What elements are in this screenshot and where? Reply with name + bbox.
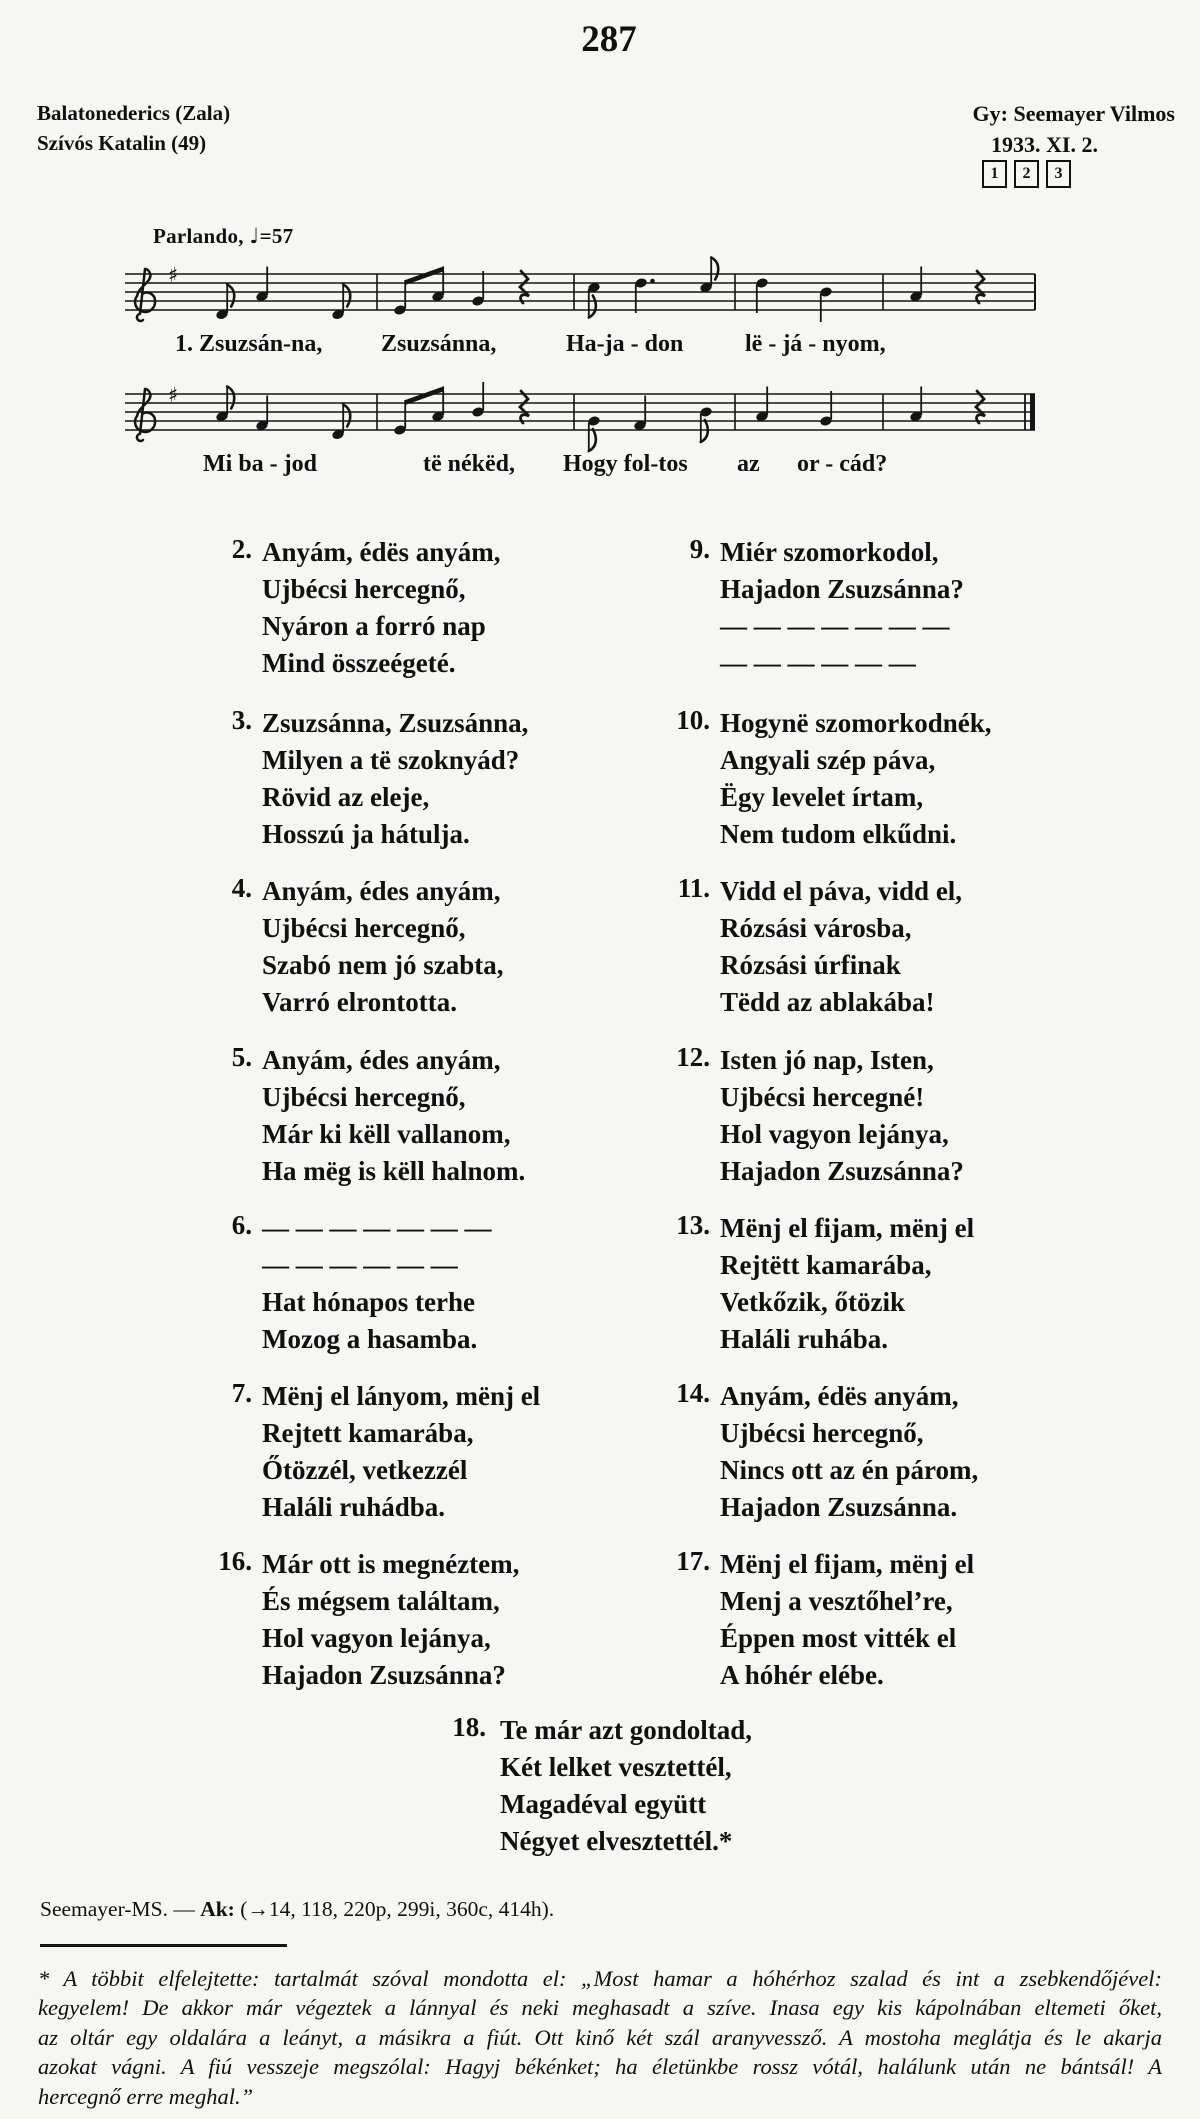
verse-line: — — — — — — <box>720 648 916 678</box>
source-archive-label: Ak: <box>200 1897 235 1921</box>
verse-line: Te már azt gondoltad, <box>500 1715 753 1745</box>
verse-line: Ha mëg is këll halnom. <box>262 1156 526 1186</box>
footnote-line: az oltár egy oldalára a leányt, a másikra a fiút. Ott kinő két szál aranyvessző. A mostoha meglátja és le akarja <box>38 2024 1162 2050</box>
verse-line: Nincs ott az én párom, <box>720 1455 979 1485</box>
verse-line: Nem tudom elkűdni. <box>720 819 957 849</box>
quarter-rest-icon <box>520 271 529 303</box>
verse-line: — — — — — — — <box>720 611 950 641</box>
verse-line: Hogynë szomorkodnék, <box>720 708 992 738</box>
verse-line: Varró elrontotta. <box>262 987 457 1017</box>
key-signature-sharp-icon: ♯ <box>168 383 179 407</box>
source-prefix: Seemayer-MS. — <box>40 1897 201 1921</box>
eighth-flag-icon <box>701 420 708 442</box>
verse-line: Vidd el páva, vidd el, <box>720 876 963 906</box>
tempo-word: Parlando, <box>153 224 250 248</box>
verse-number: 14. <box>676 1378 710 1408</box>
verse-number: 13. <box>676 1210 710 1240</box>
verse-number: 11. <box>677 873 710 903</box>
verse-line: Miér szomorkodol, <box>720 537 939 567</box>
verse-line: Ujbécsi hercegnő, <box>262 1082 466 1112</box>
verse-number: 7. <box>231 1378 252 1408</box>
class-box-2: 2 <box>1014 160 1039 188</box>
quarter-rest-icon <box>520 391 529 423</box>
verse-line: Haláli ruhába. <box>720 1324 889 1354</box>
verse-number: 9. <box>689 534 710 564</box>
beam <box>405 387 443 406</box>
verse-line: Anyám, édës anyám, <box>262 537 501 567</box>
verse-line: Rejtëtt kamarába, <box>720 1250 932 1280</box>
key-signature-sharp-icon: ♯ <box>168 263 179 287</box>
verse-line: Tëdd az ablakába! <box>720 987 935 1017</box>
verse-line: Rövid az eleje, <box>262 782 430 812</box>
verse-line: Anyám, édës anyám, <box>720 1381 959 1411</box>
verse-number: 12. <box>676 1042 710 1072</box>
verse-line: Hol vagyon lejánya, <box>262 1623 491 1653</box>
verse-line: Mënj el lányom, mënj el <box>262 1381 541 1411</box>
verse-line: Ujbécsi hercegnő, <box>262 574 466 604</box>
verse-line: Ujbécsi hercegné! <box>720 1082 925 1112</box>
footnote-line: azokat vágni. A fiú vesszeje megszólal: Hagyj békénket; ha életünkbe rossz vótál, halálunk után ne bántsál! A <box>38 2054 1162 2080</box>
eighth-flag-icon <box>589 296 596 318</box>
eighth-flag-icon <box>343 285 350 307</box>
verse-line: Hajadon Zsuzsánna? <box>720 574 964 604</box>
verse-line: A hóhér elébe. <box>720 1660 884 1690</box>
quarter-note-icon: ♩ <box>249 224 260 248</box>
verse-line: Már ki këll vallanom, <box>262 1119 511 1149</box>
verse-line: Mënj el fijam, mënj el <box>720 1549 975 1579</box>
verse-line: Négyet elvesztettél.* <box>500 1826 733 1856</box>
staff-1 <box>125 258 1035 323</box>
verse-number: 3. <box>231 705 252 735</box>
verse-line: Anyám, édes anyám, <box>262 876 501 906</box>
verse-line: Mënj el fijam, mënj el <box>720 1213 975 1243</box>
lyric-syllables: Hogy fol-tos <box>563 451 688 477</box>
verse-line: — — — — — — — <box>262 1213 492 1243</box>
verse-line: Haláli ruhádba. <box>262 1492 446 1522</box>
location-line: Balatonederics (Zala) <box>37 101 231 125</box>
verse-line: Mind összeégeté. <box>262 648 456 678</box>
footnote-line: hercegnő erre meghal.” <box>38 2083 254 2109</box>
verse-line: Ujbécsi hercegnő, <box>262 913 466 943</box>
verse-line: Ujbécsi hercegnő, <box>720 1418 924 1448</box>
treble-clef-icon <box>135 269 155 321</box>
verse-line: Rejtett kamarába, <box>262 1418 474 1448</box>
quarter-rest-icon <box>976 271 985 303</box>
verse-number: 5. <box>231 1042 252 1072</box>
verse-line: Milyen a të szoknyád? <box>262 745 520 775</box>
verse-line: Hajadon Zsuzsánna? <box>720 1156 964 1186</box>
verse-line: Hajadon Zsuzsánna? <box>262 1660 506 1690</box>
verse-line: Éppen most vitték el <box>720 1623 957 1653</box>
verse-line: — — — — — — <box>262 1250 458 1280</box>
informant-line: Szívós Katalin (49) <box>37 131 207 155</box>
lyric-syllables: az <box>737 451 760 477</box>
eighth-flag-icon <box>227 285 234 307</box>
verse-line: Magadéval együtt <box>500 1789 707 1819</box>
verse-number: 10. <box>676 705 710 735</box>
verse-line: Ëgy levelet írtam, <box>720 782 924 812</box>
lyric-syllables: Zsuzsánna, <box>381 331 497 357</box>
verse-line: Rózsási városba, <box>720 913 912 943</box>
verse-line: Mozog a hasamba. <box>262 1324 478 1354</box>
verse-line: Nyáron a forró nap <box>262 611 486 641</box>
verse-line: És mégsem találtam, <box>262 1586 500 1616</box>
staff-2 <box>125 382 1035 451</box>
page-number: 287 <box>581 19 637 60</box>
verse-line: Hajadon Zsuzsánna. <box>720 1492 958 1522</box>
footnote <box>38 1964 1162 2111</box>
class-box-3: 3 <box>1046 160 1071 188</box>
source-numbers: (→14, 118, 220p, 299i, 360c, 414h). <box>234 1897 555 1921</box>
footnote-line: kegyelem! De akkor már végeztek a lánnyal és neki meghasadt a szíve. Inasa egy kis kápolnában eltemeti őket, <box>38 1995 1162 2021</box>
lyric-syllables: të nékëd, <box>423 451 515 477</box>
verse-line: Rózsási úrfinak <box>720 950 901 980</box>
source-reference <box>40 1897 554 1922</box>
lyric-syllables: lë - já - nyom, <box>745 331 886 357</box>
lyric-syllables: or - cád? <box>797 451 888 477</box>
treble-clef-icon <box>135 389 155 441</box>
verse-line: Angyali szép páva, <box>720 745 936 775</box>
verse-number: 2. <box>231 534 252 564</box>
verse-line: Két lelket vesztettél, <box>500 1752 732 1782</box>
quarter-rest-icon <box>976 391 985 423</box>
verse-line: Isten jó nap, Isten, <box>720 1045 934 1075</box>
verse-line: Hosszú ja hátulja. <box>262 819 470 849</box>
verse-number: 17. <box>676 1546 710 1576</box>
footnote-divider <box>40 1944 287 1947</box>
verse-number: 4. <box>231 873 252 903</box>
date-line: 1933. XI. 2. <box>991 132 1098 157</box>
verse-line: Hat hónapos terhe <box>262 1287 476 1317</box>
verse-number: 16. <box>218 1546 252 1576</box>
beam <box>405 267 443 286</box>
verse-line: Hol vagyon lejánya, <box>720 1119 949 1149</box>
eighth-flag-icon <box>711 258 718 280</box>
music-notation <box>0 0 1200 500</box>
lyric-syllables: Ha-ja - don <box>566 331 684 357</box>
eighth-flag-icon <box>227 387 234 409</box>
verse-line: Szabó nem jó szabta, <box>262 950 504 980</box>
verse-line: Anyám, édes anyám, <box>262 1045 501 1075</box>
lyric-syllables: Mi ba - jod <box>203 451 317 477</box>
lyric-syllables: 1. Zsuzsán-na, <box>175 331 323 357</box>
class-box-1: 1 <box>982 160 1007 188</box>
verse-line: Őtözzél, vetkezzél <box>262 1455 468 1485</box>
verse-line: Zsuzsánna, Zsuzsánna, <box>262 708 529 738</box>
verse-number: 18. <box>452 1712 486 1742</box>
verse-line: Vetkőzik, őtözik <box>720 1287 906 1317</box>
eighth-flag-icon <box>343 405 350 427</box>
collector-line: Gy: Seemayer Vilmos <box>972 101 1175 126</box>
verse-number: 6. <box>231 1210 252 1240</box>
tempo-value: =57 <box>259 224 294 248</box>
footnote-line: * A többit elfelejtette: tartalmát szóval mondotta el: „Most hamar a hóhérhoz szalad és int a zsebkendőjével: <box>38 1966 1162 1991</box>
eighth-flag-icon <box>589 429 596 451</box>
verse-line: Menj a vesztőhel’re, <box>720 1586 953 1616</box>
augmentation-dot <box>650 279 655 284</box>
verse-line: Már ott is megnéztem, <box>262 1549 520 1579</box>
